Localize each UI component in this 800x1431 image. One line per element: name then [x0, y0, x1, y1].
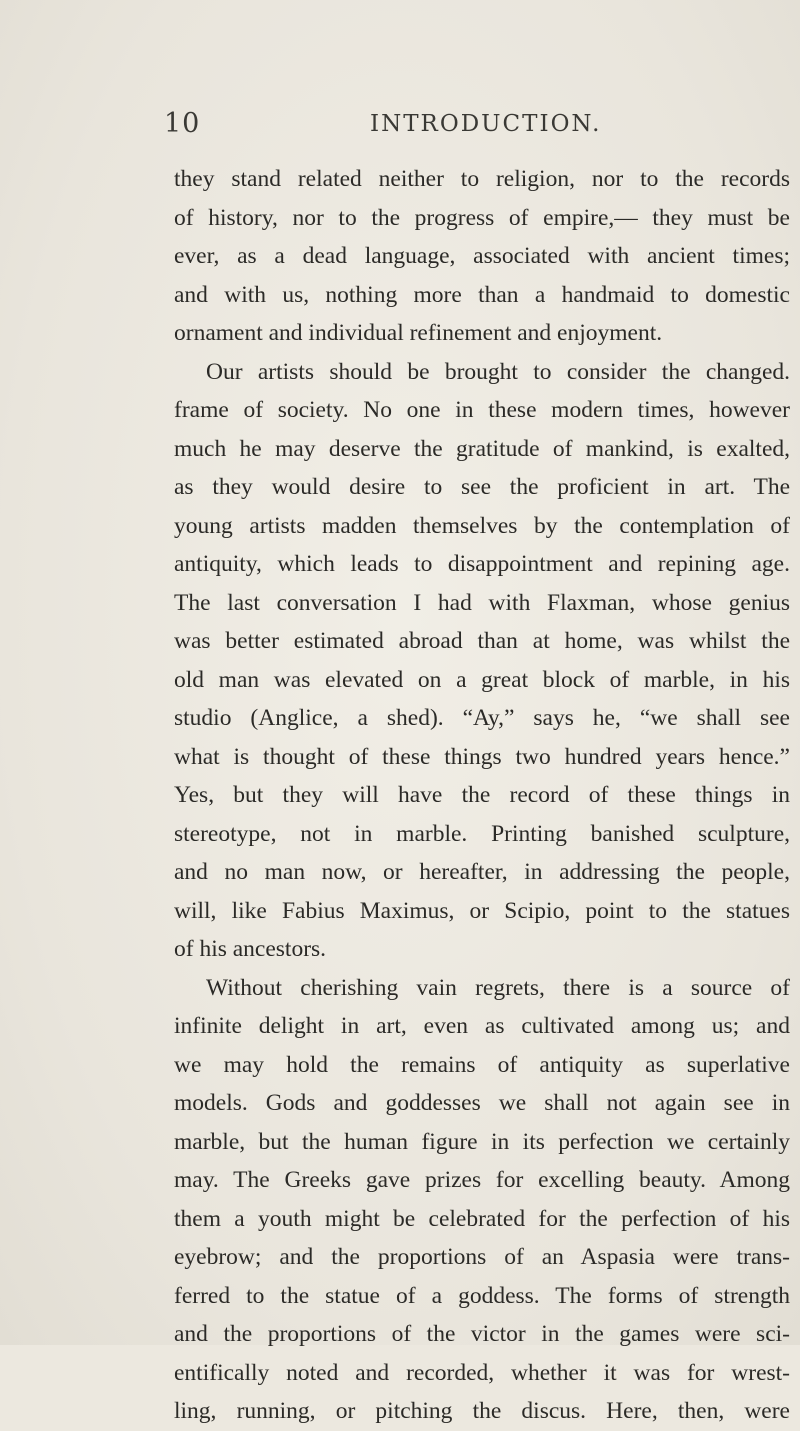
text-line: as they would desire to see the proficient in art. The: [174, 474, 790, 500]
text-line: of history, nor to the progress of empire,— they must be: [174, 204, 790, 231]
text-line: marble, but the human figure in its perfection we certainly: [174, 1128, 790, 1155]
text-line: they stand related neither to religion, nor to the records: [174, 166, 790, 192]
text-line: infinite delight in art, even as cultivated among us; and: [174, 1013, 790, 1039]
text-line: frame of society. No one in these modern times, however: [174, 397, 790, 423]
text-line: The last conversation I had with Flaxman, whose genius: [174, 589, 790, 616]
text-line: models. Gods and goddesses we shall not again see in: [174, 1090, 790, 1116]
text-line: antiquity, which leads to disappointment and repining age.: [174, 551, 790, 577]
body-text: [174, 160, 790, 1431]
text-line: ornament and individual refinement and enjoyment.: [174, 320, 663, 346]
text-line: young artists madden themselves by the contemplation of: [174, 512, 790, 539]
text-line: stereotype, not in marble. Printing banished sculpture,: [174, 820, 790, 847]
text-line: entifically noted and recorded, whether it was for wrest-: [174, 1359, 790, 1386]
text-line: may. The Greeks gave prizes for excelling beauty. Among: [174, 1167, 790, 1193]
text-line: eyebrow; and the proportions of an Aspasia were trans-: [174, 1244, 790, 1270]
running-title: INTRODUCTION.: [370, 111, 602, 137]
text-line: ling, running, or pitching the discus. Here, then, were: [174, 1398, 790, 1424]
text-line: ever, as a dead language, associated with ancient times;: [174, 243, 790, 269]
text-line: old man was elevated on a great block of marble, in his: [174, 666, 790, 693]
text-line: will, like Fabius Maximus, or Scipio, point to the statues: [174, 897, 790, 924]
text-line: and the proportions of the victor in the games were sci-: [174, 1321, 790, 1347]
text-line: we may hold the remains of antiquity as superlative: [174, 1051, 790, 1078]
text-line: of his ancestors.: [174, 936, 327, 962]
text-line: Our artists should be brought to consider the changed.: [206, 358, 790, 385]
text-line: Without cherishing vain regrets, there is a source of: [206, 974, 790, 1001]
text-line: and with us, nothing more than a handmaid to domestic: [174, 281, 790, 308]
text-line: ferred to the statue of a goddess. The forms of strength: [174, 1282, 790, 1309]
text-line: was better estimated abroad than at home, was whilst the: [174, 628, 790, 654]
text-line: what is thought of these things two hundred years hence.”: [174, 743, 790, 770]
running-head: [164, 108, 794, 148]
text-line: and no man now, or hereafter, in addressing the people,: [174, 859, 790, 885]
text-line: much he may deserve the gratitude of mankind, is exalted,: [174, 435, 790, 462]
text-line: studio (Anglice, a shed). “Ay,” says he, “we shall see: [174, 705, 790, 731]
page-number: 10: [164, 108, 201, 139]
text-line: Yes, but they will have the record of these things in: [174, 782, 790, 808]
text-line: them a youth might be celebrated for the perfection of his: [174, 1205, 790, 1232]
